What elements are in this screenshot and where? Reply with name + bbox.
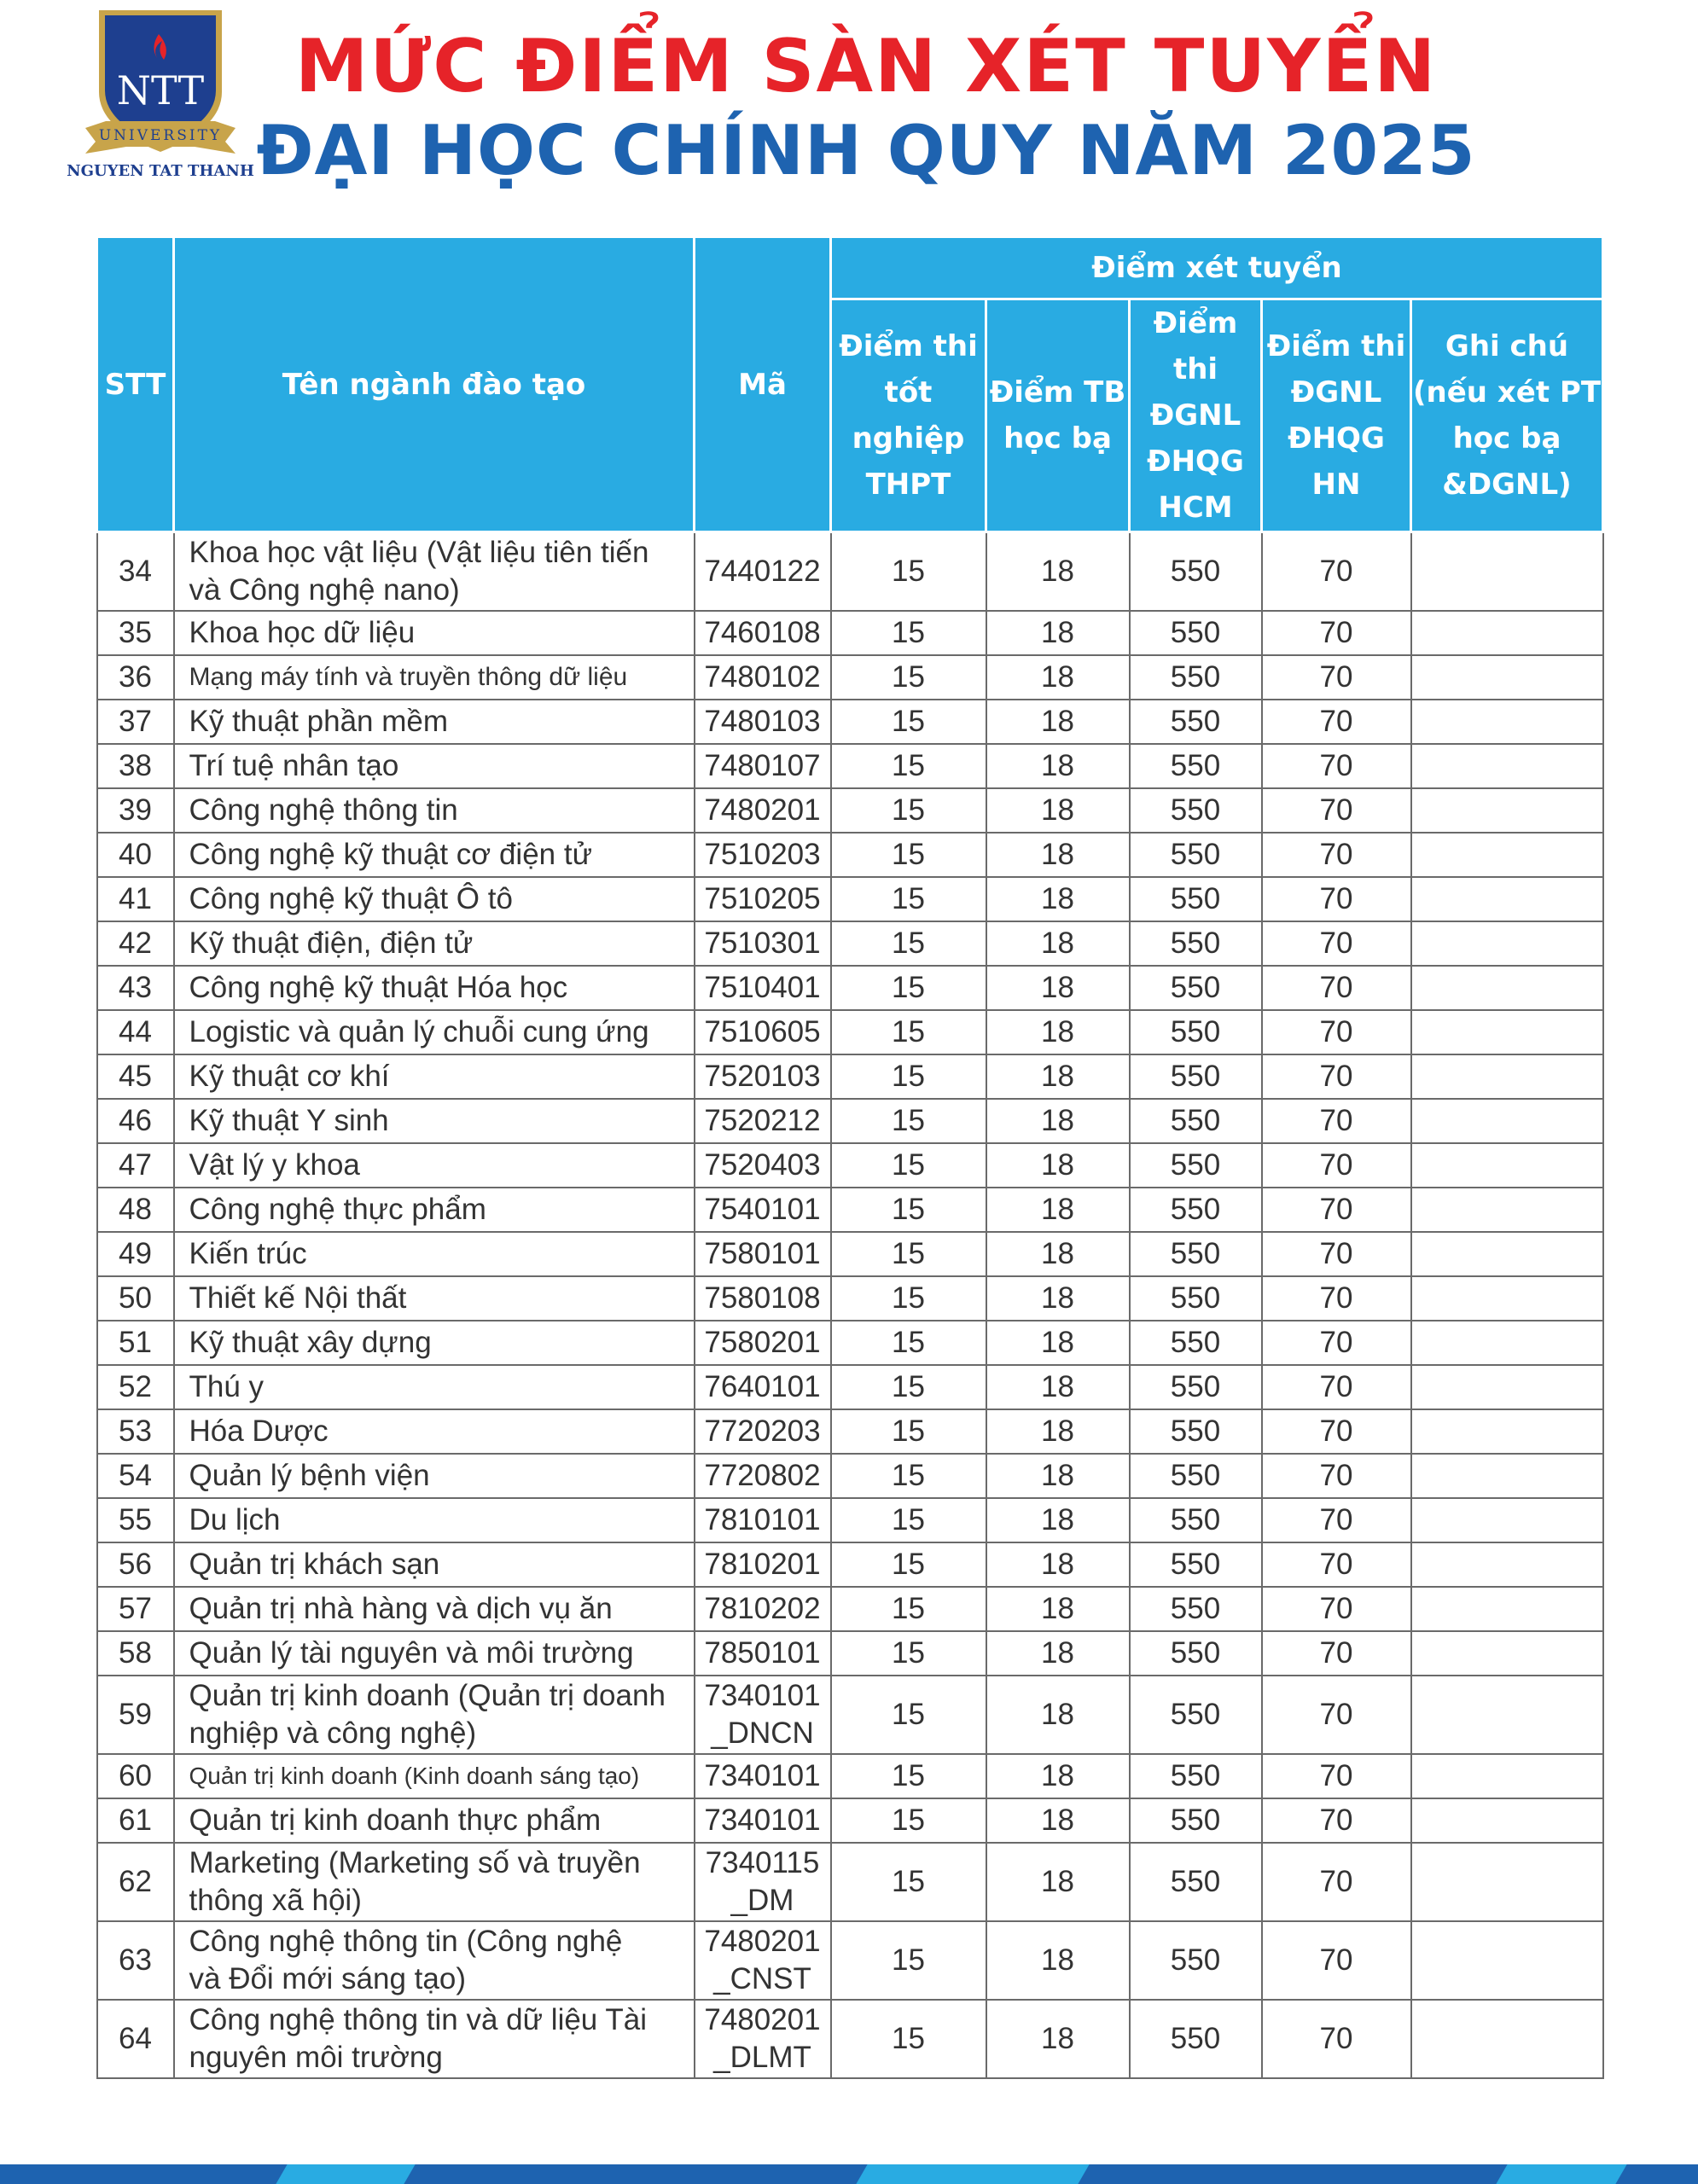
cell-dgnl-hn: 70 (1262, 1409, 1411, 1454)
cell-dgnl-hcm: 550 (1130, 1365, 1262, 1409)
cell-code: 7720802 (695, 1454, 831, 1498)
cell-hocba: 18 (986, 1010, 1130, 1054)
table-row (97, 788, 1603, 833)
cell-name: Quản trị kinh doanh (Quản trị doanh nghiệp và công nghệ) (174, 1676, 695, 1754)
cell-name: Quản trị nhà hàng và dịch vụ ăn (174, 1587, 695, 1631)
table-row (97, 1754, 1603, 1798)
cell-thpt: 15 (831, 1921, 986, 2000)
cell-note (1411, 966, 1603, 1010)
cell-stt: 56 (97, 1542, 174, 1587)
cell-dgnl-hn: 70 (1262, 1143, 1411, 1188)
cell-dgnl-hcm: 550 (1130, 1276, 1262, 1321)
cell-hocba: 18 (986, 1365, 1130, 1409)
cell-hocba: 18 (986, 744, 1130, 788)
cell-hocba: 18 (986, 1321, 1130, 1365)
cell-hocba: 18 (986, 1188, 1130, 1232)
cell-hocba: 18 (986, 1631, 1130, 1676)
cell-code: 7480201 _CNST (695, 1921, 831, 2000)
cell-dgnl-hcm: 550 (1130, 1010, 1262, 1054)
cell-dgnl-hcm: 550 (1130, 744, 1262, 788)
cell-stt: 40 (97, 833, 174, 877)
cell-code: 7850101 (695, 1631, 831, 1676)
cell-name: Quản lý bệnh viện (174, 1454, 695, 1498)
cell-hocba: 18 (986, 655, 1130, 700)
cell-stt: 59 (97, 1676, 174, 1754)
table-row (97, 1054, 1603, 1099)
cell-code: 7340115 _DM (695, 1843, 831, 1921)
cell-thpt: 15 (831, 966, 986, 1010)
cell-hocba: 18 (986, 1232, 1130, 1276)
cell-code: 7440122 (695, 532, 831, 612)
cell-code: 7340101 (695, 1754, 831, 1798)
table-row (97, 2000, 1603, 2078)
cell-stt: 45 (97, 1054, 174, 1099)
cell-note (1411, 1276, 1603, 1321)
cell-hocba: 18 (986, 1099, 1130, 1143)
cell-dgnl-hcm: 550 (1130, 1631, 1262, 1676)
cell-dgnl-hn: 70 (1262, 1754, 1411, 1798)
cell-code: 7810202 (695, 1587, 831, 1631)
cell-dgnl-hn: 70 (1262, 788, 1411, 833)
cell-dgnl-hcm: 550 (1130, 1409, 1262, 1454)
cell-name: Khoa học dữ liệu (174, 611, 695, 655)
cell-thpt: 15 (831, 532, 986, 612)
cell-stt: 60 (97, 1754, 174, 1798)
cell-name: Kỹ thuật Y sinh (174, 1099, 695, 1143)
cell-hocba: 18 (986, 1676, 1130, 1754)
table-row (97, 833, 1603, 877)
cell-hocba: 18 (986, 833, 1130, 877)
svg-text:NTT: NTT (116, 67, 205, 113)
cell-dgnl-hcm: 550 (1130, 1188, 1262, 1232)
cell-note (1411, 1921, 1603, 2000)
cell-dgnl-hcm: 550 (1130, 1454, 1262, 1498)
cell-stt: 43 (97, 966, 174, 1010)
cell-note (1411, 532, 1603, 612)
cell-thpt: 15 (831, 1454, 986, 1498)
cell-hocba: 18 (986, 1054, 1130, 1099)
header-name: Tên ngành đào tạo (174, 237, 695, 532)
cell-hocba: 18 (986, 1798, 1130, 1843)
cell-thpt: 15 (831, 1409, 986, 1454)
cell-dgnl-hcm: 550 (1130, 1843, 1262, 1921)
cell-name: Trí tuệ nhân tạo (174, 744, 695, 788)
cell-code: 7720203 (695, 1409, 831, 1454)
cell-code: 7340101 _DNCN (695, 1676, 831, 1754)
cell-dgnl-hn: 70 (1262, 744, 1411, 788)
cell-note (1411, 655, 1603, 700)
cell-note (1411, 1542, 1603, 1587)
cell-note (1411, 1409, 1603, 1454)
cell-thpt: 15 (831, 1143, 986, 1188)
table-row (97, 921, 1603, 966)
cell-name: Quản lý tài nguyên và môi trường (174, 1631, 695, 1676)
cell-name: Mạng máy tính và truyền thông dữ liệu (174, 655, 695, 700)
cell-stt: 53 (97, 1409, 174, 1454)
cell-thpt: 15 (831, 1843, 986, 1921)
cell-stt: 58 (97, 1631, 174, 1676)
cell-note (1411, 921, 1603, 966)
cell-dgnl-hcm: 550 (1130, 1099, 1262, 1143)
cell-name: Quản trị khách sạn (174, 1542, 695, 1587)
cell-code: 7340101 (695, 1798, 831, 1843)
cell-thpt: 15 (831, 1188, 986, 1232)
cell-name: Công nghệ kỹ thuật cơ điện tử (174, 833, 695, 877)
cell-note (1411, 1143, 1603, 1188)
cell-dgnl-hcm: 550 (1130, 966, 1262, 1010)
cell-dgnl-hcm: 550 (1130, 788, 1262, 833)
cell-note (1411, 833, 1603, 877)
cell-note (1411, 1454, 1603, 1498)
cell-thpt: 15 (831, 1754, 986, 1798)
cell-code: 7580101 (695, 1232, 831, 1276)
cell-stt: 39 (97, 788, 174, 833)
cell-note (1411, 744, 1603, 788)
cell-dgnl-hcm: 550 (1130, 1498, 1262, 1542)
cell-dgnl-hn: 70 (1262, 1099, 1411, 1143)
cell-note (1411, 611, 1603, 655)
table-row (97, 532, 1603, 612)
cell-note (1411, 788, 1603, 833)
cell-thpt: 15 (831, 1010, 986, 1054)
cell-dgnl-hcm: 550 (1130, 2000, 1262, 2078)
cell-thpt: 15 (831, 921, 986, 966)
cell-stt: 55 (97, 1498, 174, 1542)
cell-code: 7460108 (695, 611, 831, 655)
cell-name: Hóa Dược (174, 1409, 695, 1454)
cell-hocba: 18 (986, 921, 1130, 966)
cell-thpt: 15 (831, 1676, 986, 1754)
cell-dgnl-hn: 70 (1262, 1542, 1411, 1587)
cell-stt: 62 (97, 1843, 174, 1921)
cell-dgnl-hn: 70 (1262, 2000, 1411, 2078)
cell-thpt: 15 (831, 1798, 986, 1843)
cell-dgnl-hn: 70 (1262, 1798, 1411, 1843)
cell-stt: 63 (97, 1921, 174, 2000)
cell-thpt: 15 (831, 1365, 986, 1409)
cell-hocba: 18 (986, 1409, 1130, 1454)
cell-name: Du lịch (174, 1498, 695, 1542)
cell-stt: 64 (97, 2000, 174, 2078)
table-row (97, 1587, 1603, 1631)
cell-hocba: 18 (986, 532, 1130, 612)
table-row (97, 1010, 1603, 1054)
table-row (97, 1454, 1603, 1498)
cell-name: Quản trị kinh doanh (Kinh doanh sáng tạo) (174, 1754, 695, 1798)
cell-stt: 49 (97, 1232, 174, 1276)
cell-name: Công nghệ thông tin và dữ liệu Tài nguyên môi trường (174, 2000, 695, 2078)
cell-code: 7480201 (695, 788, 831, 833)
cell-thpt: 15 (831, 744, 986, 788)
cell-code: 7480107 (695, 744, 831, 788)
cell-note (1411, 1676, 1603, 1754)
cell-dgnl-hn: 70 (1262, 1054, 1411, 1099)
cell-hocba: 18 (986, 877, 1130, 921)
cell-thpt: 15 (831, 1276, 986, 1321)
table-row (97, 1276, 1603, 1321)
cell-stt: 46 (97, 1099, 174, 1143)
cell-hocba: 18 (986, 611, 1130, 655)
table-row (97, 877, 1603, 921)
cell-stt: 37 (97, 700, 174, 744)
cell-name: Công nghệ kỹ thuật Hóa học (174, 966, 695, 1010)
cell-dgnl-hcm: 550 (1130, 1054, 1262, 1099)
header-stt: STT (97, 237, 174, 532)
cell-thpt: 15 (831, 611, 986, 655)
cell-name: Marketing (Marketing số và truyền thông xã hội) (174, 1843, 695, 1921)
cell-code: 7510205 (695, 877, 831, 921)
cell-note (1411, 877, 1603, 921)
cell-code: 7480201 _DLMT (695, 2000, 831, 2078)
cell-note (1411, 1587, 1603, 1631)
cell-dgnl-hn: 70 (1262, 921, 1411, 966)
cell-dgnl-hn: 70 (1262, 1921, 1411, 2000)
table-row (97, 700, 1603, 744)
cell-dgnl-hn: 70 (1262, 1232, 1411, 1276)
cell-note (1411, 1365, 1603, 1409)
cell-code: 7510301 (695, 921, 831, 966)
cell-dgnl-hcm: 550 (1130, 1754, 1262, 1798)
cell-dgnl-hn: 70 (1262, 1321, 1411, 1365)
cell-dgnl-hn: 70 (1262, 1587, 1411, 1631)
cell-stt: 50 (97, 1276, 174, 1321)
cell-stt: 42 (97, 921, 174, 966)
cell-dgnl-hn: 70 (1262, 655, 1411, 700)
cell-code: 7520103 (695, 1054, 831, 1099)
cell-stt: 57 (97, 1587, 174, 1631)
table-row (97, 655, 1603, 700)
cell-stt: 38 (97, 744, 174, 788)
cell-name: Thú y (174, 1365, 695, 1409)
cell-stt: 34 (97, 532, 174, 612)
cell-note (1411, 1099, 1603, 1143)
cell-stt: 36 (97, 655, 174, 700)
university-logo (67, 0, 254, 183)
svg-text:UNIVERSITY: UNIVERSITY (98, 127, 223, 144)
cell-note (1411, 1798, 1603, 1843)
cell-hocba: 18 (986, 2000, 1130, 2078)
cell-name: Kỹ thuật xây dựng (174, 1321, 695, 1365)
cell-thpt: 15 (831, 788, 986, 833)
table-row (97, 1542, 1603, 1587)
cell-code: 7510203 (695, 833, 831, 877)
table-row (97, 1798, 1603, 1843)
cell-stt: 54 (97, 1454, 174, 1498)
cell-dgnl-hcm: 550 (1130, 833, 1262, 877)
cell-hocba: 18 (986, 1843, 1130, 1921)
cell-note (1411, 1498, 1603, 1542)
cell-name: Công nghệ thực phẩm (174, 1188, 695, 1232)
cell-note (1411, 1631, 1603, 1676)
cell-stt: 48 (97, 1188, 174, 1232)
cell-stt: 47 (97, 1143, 174, 1188)
header-thpt: Điểm thi tốt nghiệp THPT (831, 299, 986, 532)
cell-note (1411, 1321, 1603, 1365)
cell-dgnl-hcm: 550 (1130, 1143, 1262, 1188)
header-dgnl-hn: Điểm thi ĐGNL ĐHQG HN (1262, 299, 1411, 532)
table-row (97, 966, 1603, 1010)
cell-stt: 52 (97, 1365, 174, 1409)
title-line-1: MỨC ĐIỂM SÀN XÉT TUYỂN (294, 24, 1438, 109)
header-dgnl-hcm: Điểm thi ĐGNL ĐHQG HCM (1130, 299, 1262, 532)
table-row (97, 1843, 1603, 1921)
table-row (97, 1099, 1603, 1143)
cell-name: Kiến trúc (174, 1232, 695, 1276)
header-note: Ghi chú (nếu xét PT học bạ &DGNL) (1411, 299, 1603, 532)
cell-hocba: 18 (986, 1921, 1130, 2000)
cell-dgnl-hn: 70 (1262, 1188, 1411, 1232)
cell-hocba: 18 (986, 700, 1130, 744)
cell-dgnl-hn: 70 (1262, 1676, 1411, 1754)
cell-dgnl-hn: 70 (1262, 1365, 1411, 1409)
table-row (97, 1676, 1603, 1754)
cell-note (1411, 1010, 1603, 1054)
cell-dgnl-hn: 70 (1262, 1498, 1411, 1542)
cell-dgnl-hn: 70 (1262, 966, 1411, 1010)
cell-name: Công nghệ kỹ thuật Ô tô (174, 877, 695, 921)
cell-hocba: 18 (986, 1454, 1130, 1498)
table-row (97, 1498, 1603, 1542)
cell-hocba: 18 (986, 1754, 1130, 1798)
cell-name: Logistic và quản lý chuỗi cung ứng (174, 1010, 695, 1054)
cell-hocba: 18 (986, 1143, 1130, 1188)
cell-code: 7510401 (695, 966, 831, 1010)
cell-dgnl-hcm: 550 (1130, 700, 1262, 744)
table-row (97, 1365, 1603, 1409)
cell-code: 7520403 (695, 1143, 831, 1188)
cell-code: 7810201 (695, 1542, 831, 1587)
cell-thpt: 15 (831, 833, 986, 877)
table-row (97, 1921, 1603, 2000)
footer-bar (0, 2164, 1698, 2184)
cell-thpt: 15 (831, 655, 986, 700)
table-row (97, 1143, 1603, 1188)
cell-dgnl-hcm: 550 (1130, 1676, 1262, 1754)
cell-thpt: 15 (831, 700, 986, 744)
cell-note (1411, 1754, 1603, 1798)
header-code: Mã (695, 237, 831, 532)
cell-name: Thiết kế Nội thất (174, 1276, 695, 1321)
table-row (97, 1409, 1603, 1454)
cell-hocba: 18 (986, 1498, 1130, 1542)
cell-thpt: 15 (831, 1054, 986, 1099)
cell-dgnl-hn: 70 (1262, 1843, 1411, 1921)
cell-dgnl-hn: 70 (1262, 1010, 1411, 1054)
cell-hocba: 18 (986, 1587, 1130, 1631)
table-row (97, 1631, 1603, 1676)
cell-dgnl-hcm: 550 (1130, 532, 1262, 612)
cell-thpt: 15 (831, 2000, 986, 2078)
cell-code: 7510605 (695, 1010, 831, 1054)
cell-code: 7480102 (695, 655, 831, 700)
title-line-2: ĐẠI HỌC CHÍNH QUY NĂM 2025 (256, 111, 1476, 190)
cell-stt: 61 (97, 1798, 174, 1843)
cell-name: Vật lý y khoa (174, 1143, 695, 1188)
header-group: Điểm xét tuyển (831, 237, 1603, 299)
cell-dgnl-hcm: 550 (1130, 1232, 1262, 1276)
cell-name: Công nghệ thông tin (174, 788, 695, 833)
cell-dgnl-hcm: 550 (1130, 1921, 1262, 2000)
cell-dgnl-hcm: 550 (1130, 1321, 1262, 1365)
cell-dgnl-hn: 70 (1262, 833, 1411, 877)
cell-thpt: 15 (831, 1631, 986, 1676)
cell-hocba: 18 (986, 1542, 1130, 1587)
cell-dgnl-hn: 70 (1262, 611, 1411, 655)
svg-text:NGUYEN TAT THANH: NGUYEN TAT THANH (67, 162, 254, 180)
cell-note (1411, 700, 1603, 744)
cell-stt: 44 (97, 1010, 174, 1054)
cell-thpt: 15 (831, 1099, 986, 1143)
cell-name: Kỹ thuật phần mềm (174, 700, 695, 744)
table-row (97, 1321, 1603, 1365)
cell-code: 7640101 (695, 1365, 831, 1409)
cell-name: Kỹ thuật điện, điện tử (174, 921, 695, 966)
admission-scores-table (96, 235, 1604, 2079)
cell-hocba: 18 (986, 1276, 1130, 1321)
cell-hocba: 18 (986, 788, 1130, 833)
cell-stt: 35 (97, 611, 174, 655)
cell-thpt: 15 (831, 1542, 986, 1587)
table-row (97, 1232, 1603, 1276)
cell-code: 7580201 (695, 1321, 831, 1365)
cell-note (1411, 1843, 1603, 1921)
cell-dgnl-hcm: 550 (1130, 611, 1262, 655)
cell-dgnl-hcm: 550 (1130, 877, 1262, 921)
cell-dgnl-hcm: 550 (1130, 655, 1262, 700)
cell-note (1411, 1232, 1603, 1276)
cell-hocba: 18 (986, 966, 1130, 1010)
cell-note (1411, 2000, 1603, 2078)
cell-code: 7580108 (695, 1276, 831, 1321)
cell-code: 7520212 (695, 1099, 831, 1143)
cell-code: 7810101 (695, 1498, 831, 1542)
cell-dgnl-hn: 70 (1262, 1276, 1411, 1321)
table-row (97, 611, 1603, 655)
table-row (97, 744, 1603, 788)
cell-dgnl-hcm: 550 (1130, 1798, 1262, 1843)
cell-stt: 51 (97, 1321, 174, 1365)
cell-code: 7480103 (695, 700, 831, 744)
cell-code: 7540101 (695, 1188, 831, 1232)
cell-stt: 41 (97, 877, 174, 921)
cell-name: Công nghệ thông tin (Công nghệ và Đổi mới sáng tạo) (174, 1921, 695, 2000)
cell-thpt: 15 (831, 1321, 986, 1365)
cell-dgnl-hn: 70 (1262, 700, 1411, 744)
cell-thpt: 15 (831, 1587, 986, 1631)
cell-dgnl-hn: 70 (1262, 1454, 1411, 1498)
cell-note (1411, 1054, 1603, 1099)
header-hocba: Điểm TB học bạ (986, 299, 1130, 532)
cell-dgnl-hcm: 550 (1130, 1542, 1262, 1587)
cell-dgnl-hn: 70 (1262, 1631, 1411, 1676)
cell-dgnl-hn: 70 (1262, 877, 1411, 921)
cell-dgnl-hcm: 550 (1130, 1587, 1262, 1631)
table-row (97, 1188, 1603, 1232)
cell-note (1411, 1188, 1603, 1232)
cell-name: Quản trị kinh doanh thực phẩm (174, 1798, 695, 1843)
cell-thpt: 15 (831, 1232, 986, 1276)
cell-dgnl-hcm: 550 (1130, 921, 1262, 966)
cell-thpt: 15 (831, 877, 986, 921)
cell-thpt: 15 (831, 1498, 986, 1542)
cell-name: Kỹ thuật cơ khí (174, 1054, 695, 1099)
cell-dgnl-hn: 70 (1262, 532, 1411, 612)
cell-name: Khoa học vật liệu (Vật liệu tiên tiến và Công nghệ nano) (174, 532, 695, 612)
